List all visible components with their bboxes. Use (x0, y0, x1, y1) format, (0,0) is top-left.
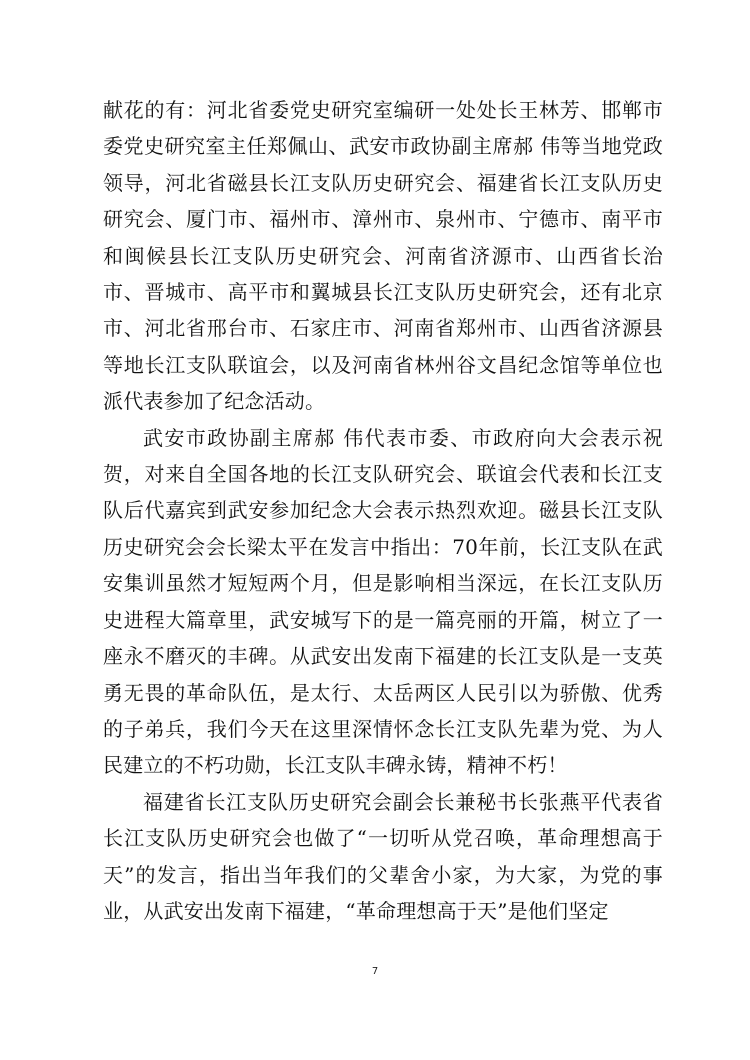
paragraph-speech-fujian: 福建省长江支队历史研究会副会长兼秘书长张燕平代表省长江支队历史研究会也做了“一切听从党召唤，革命理想高于天”的发言，指出当年我们的父辈舍小家，为大家，为党的事业，从武安出发南下福建，“革命理想高于天”是他们坚定 (103, 789, 663, 923)
body-text (103, 92, 663, 929)
paragraph-speech-welcome: 武安市政协副主席郝 伟代表市委、市政府向大会表示祝贺，对来自全国各地的长江支队研究会、联谊会代表和长江支队后代嘉宾到武安参加纪念大会表示热烈欢迎。磁县长江支队历史研究会会长梁太平在发言中指出：70年前，长江支队在武安集训虽然才短短两个月，但是影响相当深远，在长江支队历史进程大篇章里，武安城写下的是一篇亮丽的开篇，树立了一座永不磨灭的丰碑。从武安出发南下福建的长江支队是一支英勇无畏的革命队伍，是太行、太岳两区人民引以为骄傲、优秀的子弟兵，我们今天在这里深情怀念长江支队先辈为党、为人民建立的不朽功勋，长江支队丰碑永铸，精神不朽！ (103, 425, 663, 778)
page-number: 7 (371, 966, 379, 977)
paragraph-continuation: 献花的有：河北省委党史研究室编研一处处长王林芳、邯郸市委党史研究室主任郑佩山、武安市政协副主席郝 伟等当地党政领导，河北省磁县长江支队历史研究会、福建省长江支队历史研究会、厦门市、福州市、漳州市、泉州市、宁德市、南平市和闽候县长江支队历史研究会、河南省济源市、山西省长治市、晋城市、高平市和翼城县长江支队历史研究会，还有北京市、河北省邢台市、石家庄市、河南省郑州市、山西省济源县等地长江支队联谊会，以及河南省林州谷文昌纪念馆等单位也派代表参加了纪念活动。 (103, 98, 663, 414)
